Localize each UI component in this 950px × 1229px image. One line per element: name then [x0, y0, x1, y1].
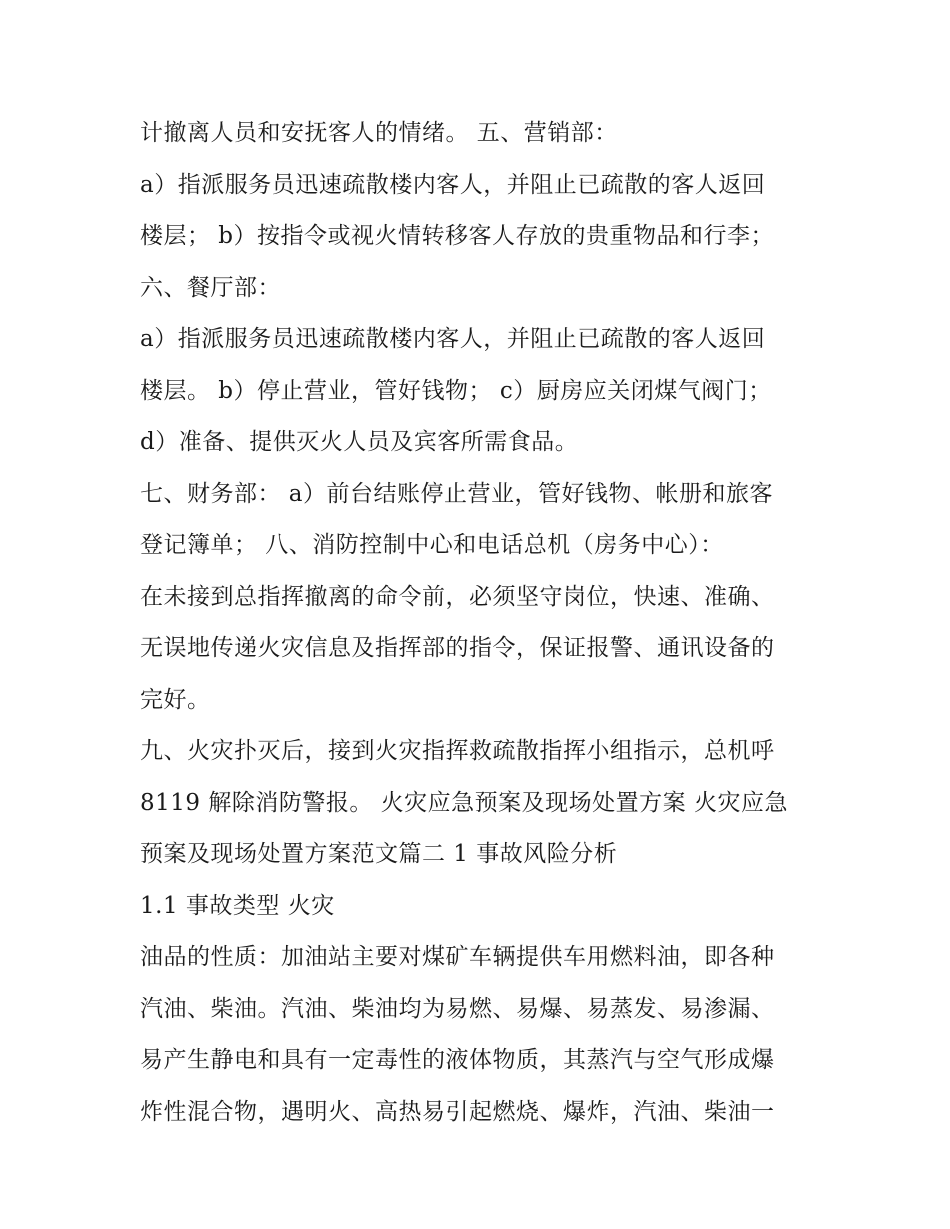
text-line: 汽油、柴油。汽油、柴油均为易燃、易爆、易蒸发、易渗漏、 — [140, 995, 775, 1022]
body-text — [140, 108, 830, 1138]
text-line: 楼层。 b）停止营业，管好钱物； c）厨房应关闭煤气阀门； — [140, 377, 772, 404]
text-line: 无误地传递火灾信息及指挥部的指令，保证报警、通讯设备的 — [140, 635, 775, 661]
text-line: 易产生静电和具有一定毒性的液体物质，其蒸汽与空气形成爆 — [140, 1047, 775, 1073]
text-line: 六、餐厅部： — [140, 274, 281, 301]
text-line: a）指派服务员迅速疏散楼内客人，并阻止已疏散的客人返回 — [140, 171, 766, 198]
text-line: 8119 解除消防警报。 火灾应急预案及现场处置方案 火灾应急 — [140, 789, 788, 816]
text-line: 炸性混合物，遇明火、高热易引起燃烧、爆炸，汽油、柴油一 — [140, 1098, 775, 1125]
text-line: 楼层； b）按指令或视火情转移客人存放的贵重物品和行李； — [140, 223, 775, 249]
text-line: 计撤离人员和安抚客人的情绪。 五、营销部： — [140, 120, 618, 146]
text-line: 完好。 — [140, 686, 211, 713]
text-line: 九、火灾扑灭后，接到火灾指挥救疏散指挥小组指示，总机呼 — [140, 738, 775, 764]
text-line: 七、财务部： a）前台结账停止营业，管好钱物、帐册和旅客 — [140, 480, 774, 507]
text-line: 油品的性质：加油站主要对煤矿车辆提供车用燃料油，即各种 — [140, 944, 775, 970]
text-line: 在未接到总指挥撤离的命令前，必须坚守岗位，快速、准确、 — [140, 583, 775, 610]
text-line: 预案及现场处置方案范文篇二 1 事故风险分析 — [140, 841, 618, 867]
text-line: 1.1 事故类型 火灾 — [140, 892, 335, 919]
text-line: 登记簿单； 八、消防控制中心和电话总机（房务中心）： — [140, 532, 724, 558]
text-line: d）准备、提供灭火人员及宾客所需食品。 — [140, 429, 579, 455]
text-line: a）指派服务员迅速疏散楼内客人，并阻止已疏散的客人返回 — [140, 326, 766, 352]
